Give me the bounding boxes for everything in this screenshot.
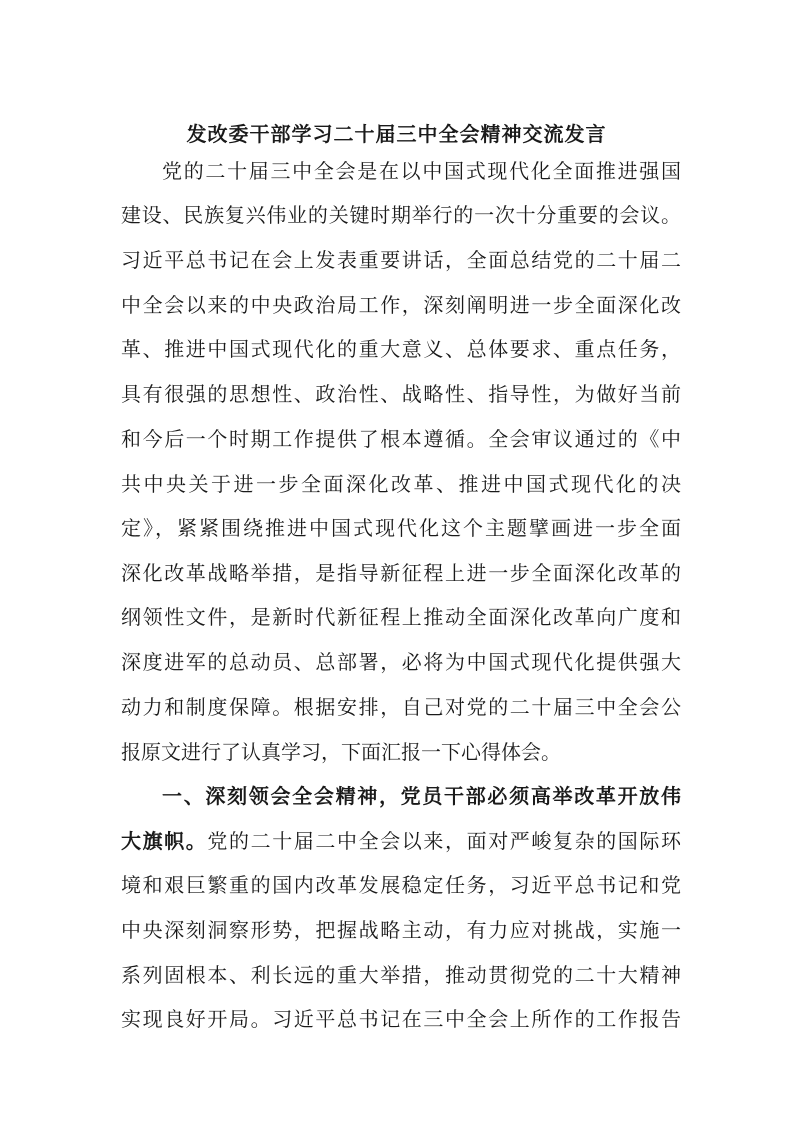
document-title: 发改委干部学习二十届三中全会精神交流发言: [186, 122, 607, 146]
section-line: 境和艰巨繁重的国内改革发展稳定任务，习近平总书记和党: [121, 873, 681, 897]
intro-line: 中全会以来的中央政治局工作，深刻阐明进一步全面深化改: [121, 293, 681, 317]
section-text: 党的二十届二中全会以来，面对严峻复杂的国际环: [207, 829, 682, 853]
section-line: 实现良好开局。习近平总书记在三中全会上所作的工作报告: [121, 1007, 681, 1031]
intro-line: 报原文进行了认真学习，下面汇报一下心得体会。: [121, 740, 561, 764]
intro-line: 党的二十届三中全会是在以中国式现代化全面推进强国: [162, 159, 681, 183]
intro-line: 建设、民族复兴伟业的关键时期举行的一次十分重要的会议。: [121, 203, 681, 227]
intro-line: 具有很强的思想性、政治性、战略性、指导性，为做好当前: [121, 382, 681, 406]
intro-line: 动力和制度保障。根据安排，自己对党的二十届三中全会公: [121, 695, 681, 719]
section-line: 系列固根本、利长远的重大举措，推动贯彻党的二十大精神: [121, 963, 681, 987]
intro-line: 纲领性文件，是新时代新征程上推动全面深化改革向广度和: [121, 605, 681, 629]
intro-line: 习近平总书记在会上发表重要讲话，全面总结党的二十届二: [121, 248, 681, 272]
section-line: 中央深刻洞察形势，把握战略主动，有力应对挑战，实施一: [121, 918, 681, 942]
intro-line: 深度进军的总动员、总部署，必将为中国式现代化提供强大: [121, 650, 681, 674]
section-heading: 一、深刻领会全会精神，党员干部必须高举改革开放伟: [162, 784, 681, 808]
intro-line: 定》，紧紧围绕推进中国式现代化这个主题擘画进一步全面: [121, 516, 681, 540]
intro-line: 深化改革战略举措，是指导新征程上进一步全面深化改革的: [121, 561, 681, 585]
section-heading-end: 大旗帜。: [121, 829, 208, 853]
section-line: [121, 826, 681, 856]
intro-line: 共中央关于进一步全面深化改革、推进中国式现代化的决: [121, 472, 681, 496]
intro-line: 革、推进中国式现代化的重大意义、总体要求、重点任务，: [121, 337, 681, 361]
intro-line: 和今后一个时期工作提供了根本遵循。全会审议通过的《中: [121, 427, 681, 451]
